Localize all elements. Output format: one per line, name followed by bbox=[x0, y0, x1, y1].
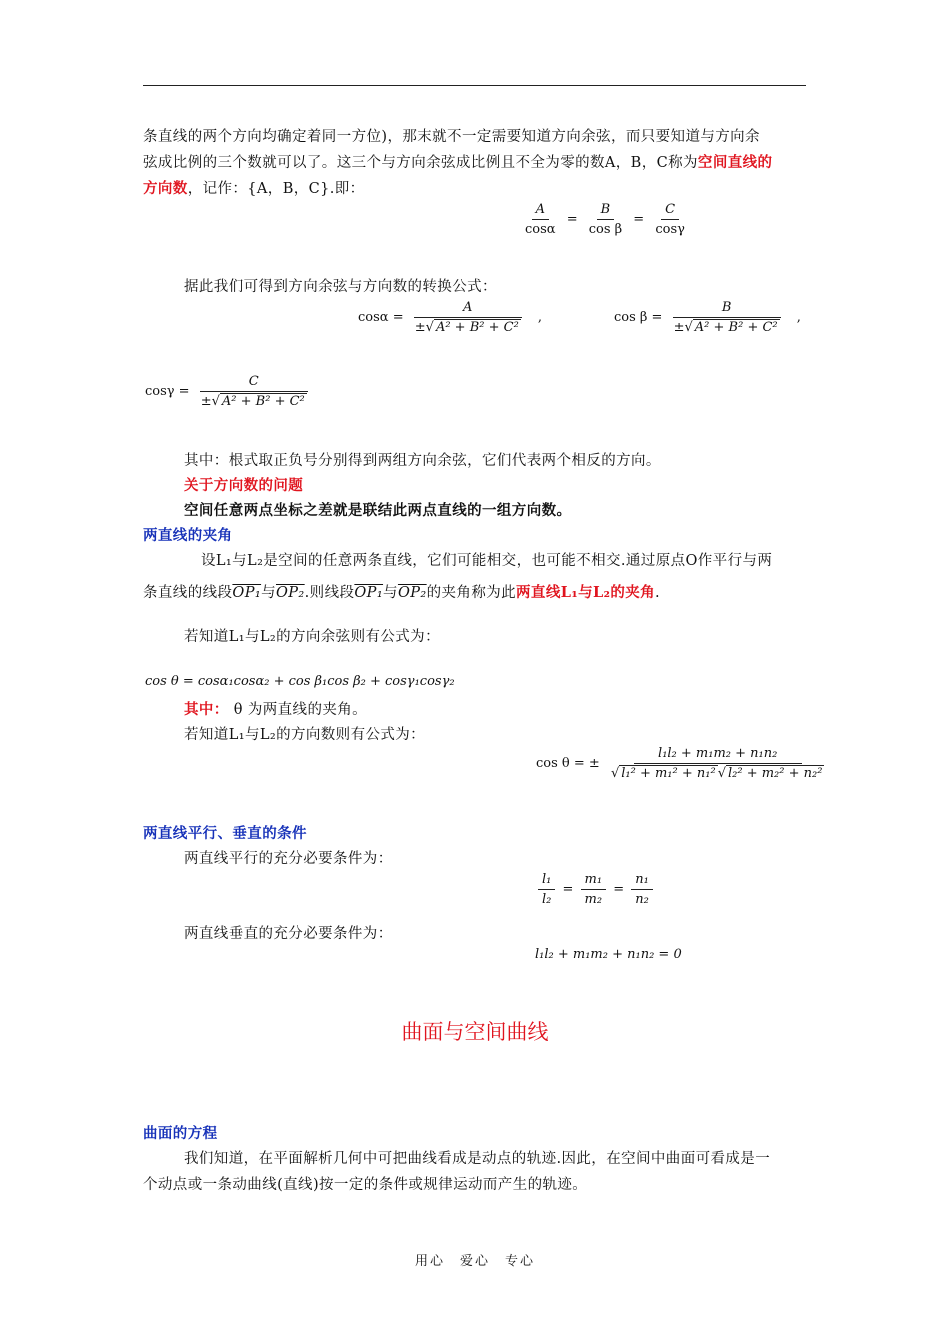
paragraph-line bbox=[143, 124, 760, 150]
paragraph-line: 个动点或一条动曲线(直线)按一定的条件或规律运动而产生的轨迹。 bbox=[143, 1177, 588, 1193]
text: 设L₁与L₂是空间的任意两条直线，它们可能相交，也可能不相交.通过原点O作平行与两 bbox=[201, 553, 773, 569]
paragraph-line bbox=[143, 150, 772, 176]
segment-op1: OP₁ bbox=[232, 585, 262, 601]
paragraph-line: 空间任意两点坐标之差就是联结此两点直线的一组方向数。 bbox=[184, 502, 572, 519]
section-title: 曲面与空间曲线 bbox=[401, 1020, 549, 1044]
paragraph-line: 两直线平行的充分必要条件为： bbox=[184, 851, 393, 867]
paragraph-line bbox=[184, 274, 497, 300]
equation-cos-beta: cos β = $\frac{B}{\text{±√ A² + B² + C²}}$ , bbox=[614, 300, 801, 335]
equation-cos-alpha: cosα = $\frac{A}{\text{±√ A² + B² + C²}}$ , bbox=[358, 300, 543, 335]
page-footer: 用心 爱心 专心 bbox=[414, 1254, 535, 1269]
text: 条直线的两个方向均确定着同一方位)，那末就不一定需要知道方向余弦，而只要知道与方向余 bbox=[143, 129, 760, 145]
paragraph-line: 若知道L₁与L₂的方向数则有公式为： bbox=[184, 727, 426, 743]
section-heading: 两直线平行、垂直的条件 bbox=[143, 825, 307, 842]
text: 弦成比例的三个数就可以了。这三个与方向余弦成比例且不全为零的数A，B，C称为 bbox=[143, 155, 698, 171]
equation-cos-gamma: cosγ = $\frac{C}{\text{±√ A² + B² + C²}}$ bbox=[145, 374, 314, 409]
equation-direction-numbers: $\frac{A}{\cos\alpha}$ = $\frac{B}{\text{cos β}}$ = $\frac{C}{\cos\gamma}$ bbox=[525, 202, 685, 237]
equation-cos-theta-direction-numbers: cos θ = ± $\frac{\text{l₁l₂ + m₁m₂ + n₁n₂}}{\text{√ l₁² + m₁² + n₁² √ l₂² + m₂² + n₂²}}$ bbox=[536, 746, 823, 781]
paragraph-line: 其中： θ 为两直线的夹角。 bbox=[184, 701, 368, 718]
section-heading: 曲面的方程 bbox=[143, 1125, 218, 1142]
paragraph-line: 若知道L₁与L₂的方向余弦则有公式为： bbox=[184, 629, 440, 645]
paragraph-line bbox=[184, 448, 661, 474]
text: ，记作：{A，B，C}.即： bbox=[187, 181, 365, 197]
equation-perpendicular-condition: l₁l₂ + m₁m₂ + n₁n₂ = 0 bbox=[535, 947, 682, 962]
paragraph-line bbox=[143, 176, 365, 202]
paragraph-line: 两直线垂直的充分必要条件为： bbox=[184, 926, 393, 942]
highlight-term: 两直线L₁与L₂的夹角 bbox=[516, 584, 656, 601]
highlight-term: 空间直线的 bbox=[697, 154, 773, 171]
section-heading: 关于方向数的问题 bbox=[184, 477, 304, 494]
equation-parallel-condition: $\frac{\text{l₁}}{\text{l₂}}$ = $\frac{\text{m₁}}{\text{m₂}}$ = $\frac{\text{n₁}}{\text{n₂}}$ bbox=[535, 872, 656, 907]
paragraph-line bbox=[201, 548, 772, 574]
paragraph-line: 条直线的线段OP₁与OP₂.则线段OP₁与OP₂的夹角称为此两直线L₁与L₂的夹角. bbox=[143, 584, 661, 601]
segment-op2: OP₂ bbox=[275, 585, 305, 601]
section-heading: 两直线的夹角 bbox=[143, 527, 233, 544]
highlight-term: 方向数 bbox=[143, 180, 188, 197]
text: 其中：根式取正负号分别得到两组方向余弦，它们代表两个相反的方向。 bbox=[184, 453, 661, 469]
paragraph-line: 我们知道，在平面解析几何中可把曲线看成是动点的轨迹.因此，在空间中曲面可看成是一 bbox=[184, 1151, 771, 1167]
text: 据此我们可得到方向余弦与方向数的转换公式： bbox=[184, 279, 497, 295]
header-rule bbox=[143, 85, 806, 86]
equation-cos-theta-direction-cosines: cos θ = cosα₁cosα₂ + cos β₁cos β₂ + cosγ₁cosγ₂ bbox=[145, 674, 455, 689]
